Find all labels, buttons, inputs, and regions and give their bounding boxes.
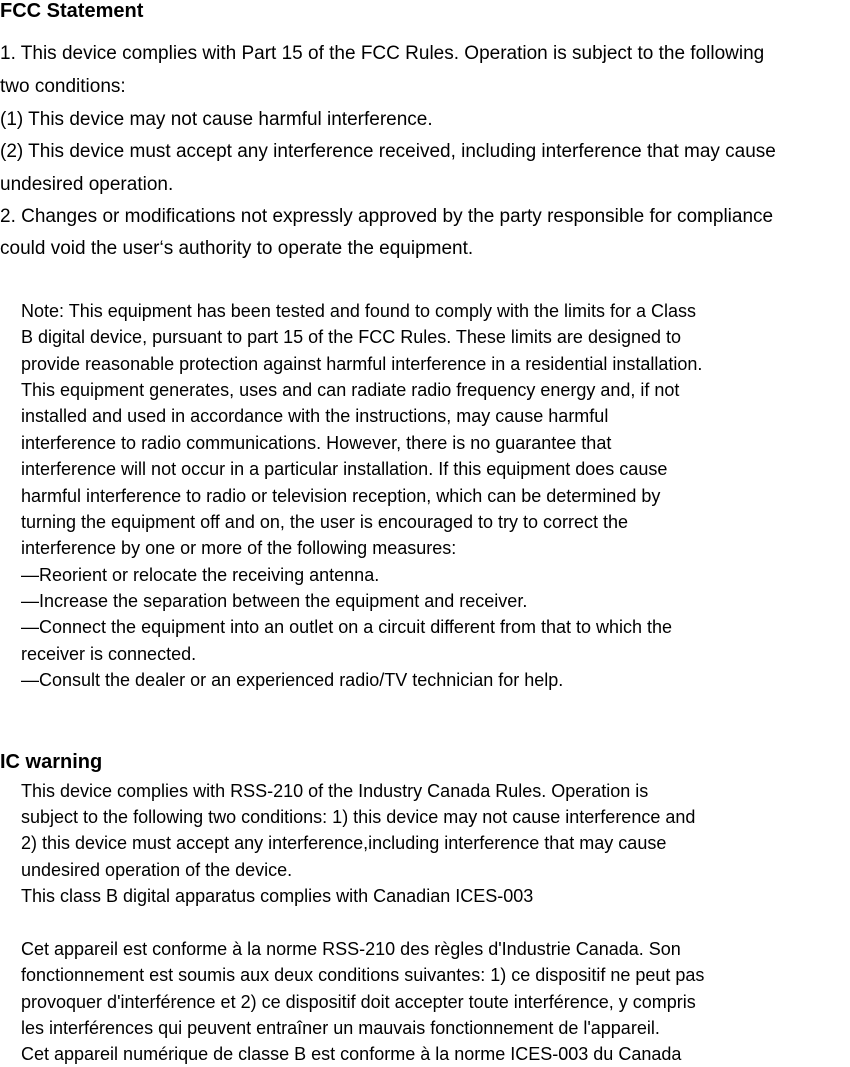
measure-item: —Consult the dealer or an experienced radio/TV technician for help. [21, 670, 564, 690]
fcc-heading: FCC Statement [0, 0, 144, 22]
fcc-line: (1) This device may not cause harmful interference. [0, 109, 433, 130]
note-line: interference by one or more of the following measures: [21, 538, 457, 558]
fcc-line: undesired operation. [0, 174, 174, 195]
ic-line-fr: Cet appareil numérique de classe B est conforme à la norme ICES-003 du Canada [21, 1044, 682, 1064]
ic-line-fr: fonctionnement est soumis aux deux conditions suivantes: 1) ce dispositif ne peut pas [21, 965, 705, 985]
note-line: B digital device, pursuant to part 15 of the FCC Rules. These limits are designed to [21, 327, 682, 347]
ic-line: undesired operation of the device. [21, 860, 293, 880]
fcc-line: could void the user‘s authority to operate the equipment. [0, 238, 474, 259]
note-line: This equipment generates, uses and can radiate radio frequency energy and, if not [21, 380, 680, 400]
ic-line-fr: Cet appareil est conforme à la norme RSS-210 des règles d'Industrie Canada. Son [21, 939, 681, 959]
ic-line-fr: provoquer d'interférence et 2) ce dispositif doit accepter toute interférence, y compris [21, 992, 696, 1012]
ic-line: 2) this device must accept any interference,including interference that may cause [21, 833, 667, 853]
fcc-line: (2) This device must accept any interference received, including interference that may cause [0, 141, 776, 162]
note-line: interference will not occur in a particular installation. If this equipment does cause [21, 459, 668, 479]
fcc-line: two conditions: [0, 76, 126, 97]
ic-line: This device complies with RSS-210 of the Industry Canada Rules. Operation is [21, 781, 649, 801]
ic-line-fr: les interférences qui peuvent entraîner un mauvais fonctionnement de l'appareil. [21, 1018, 660, 1038]
note-line: installed and used in accordance with the instructions, may cause harmful [21, 406, 609, 426]
measure-item: —Increase the separation between the equipment and receiver. [21, 591, 528, 611]
note-line: Note: This equipment has been tested and found to comply with the limits for a Class [21, 301, 697, 321]
note-line: interference to radio communications. However, there is no guarantee that [21, 433, 612, 453]
ic-heading: IC warning [0, 751, 103, 773]
note-line: harmful interference to radio or television reception, which can be determined by [21, 486, 661, 506]
measure-item: receiver is connected. [21, 644, 197, 664]
ic-line: This class B digital apparatus complies with Canadian ICES-003 [21, 886, 534, 906]
note-line: turning the equipment off and on, the user is encouraged to try to correct the [21, 512, 629, 532]
ic-line: subject to the following two conditions: 1) this device may not cause interference and [21, 807, 696, 827]
note-line: provide reasonable protection against harmful interference in a residential installation. [21, 354, 703, 374]
fcc-line: 1. This device complies with Part 15 of the FCC Rules. Operation is subject to the following [0, 43, 765, 64]
measure-item: —Connect the equipment into an outlet on a circuit different from that to which the [21, 617, 673, 637]
fcc-line: 2. Changes or modifications not expressly approved by the party responsible for compliance [0, 206, 774, 227]
measure-item: —Reorient or relocate the receiving antenna. [21, 565, 380, 585]
